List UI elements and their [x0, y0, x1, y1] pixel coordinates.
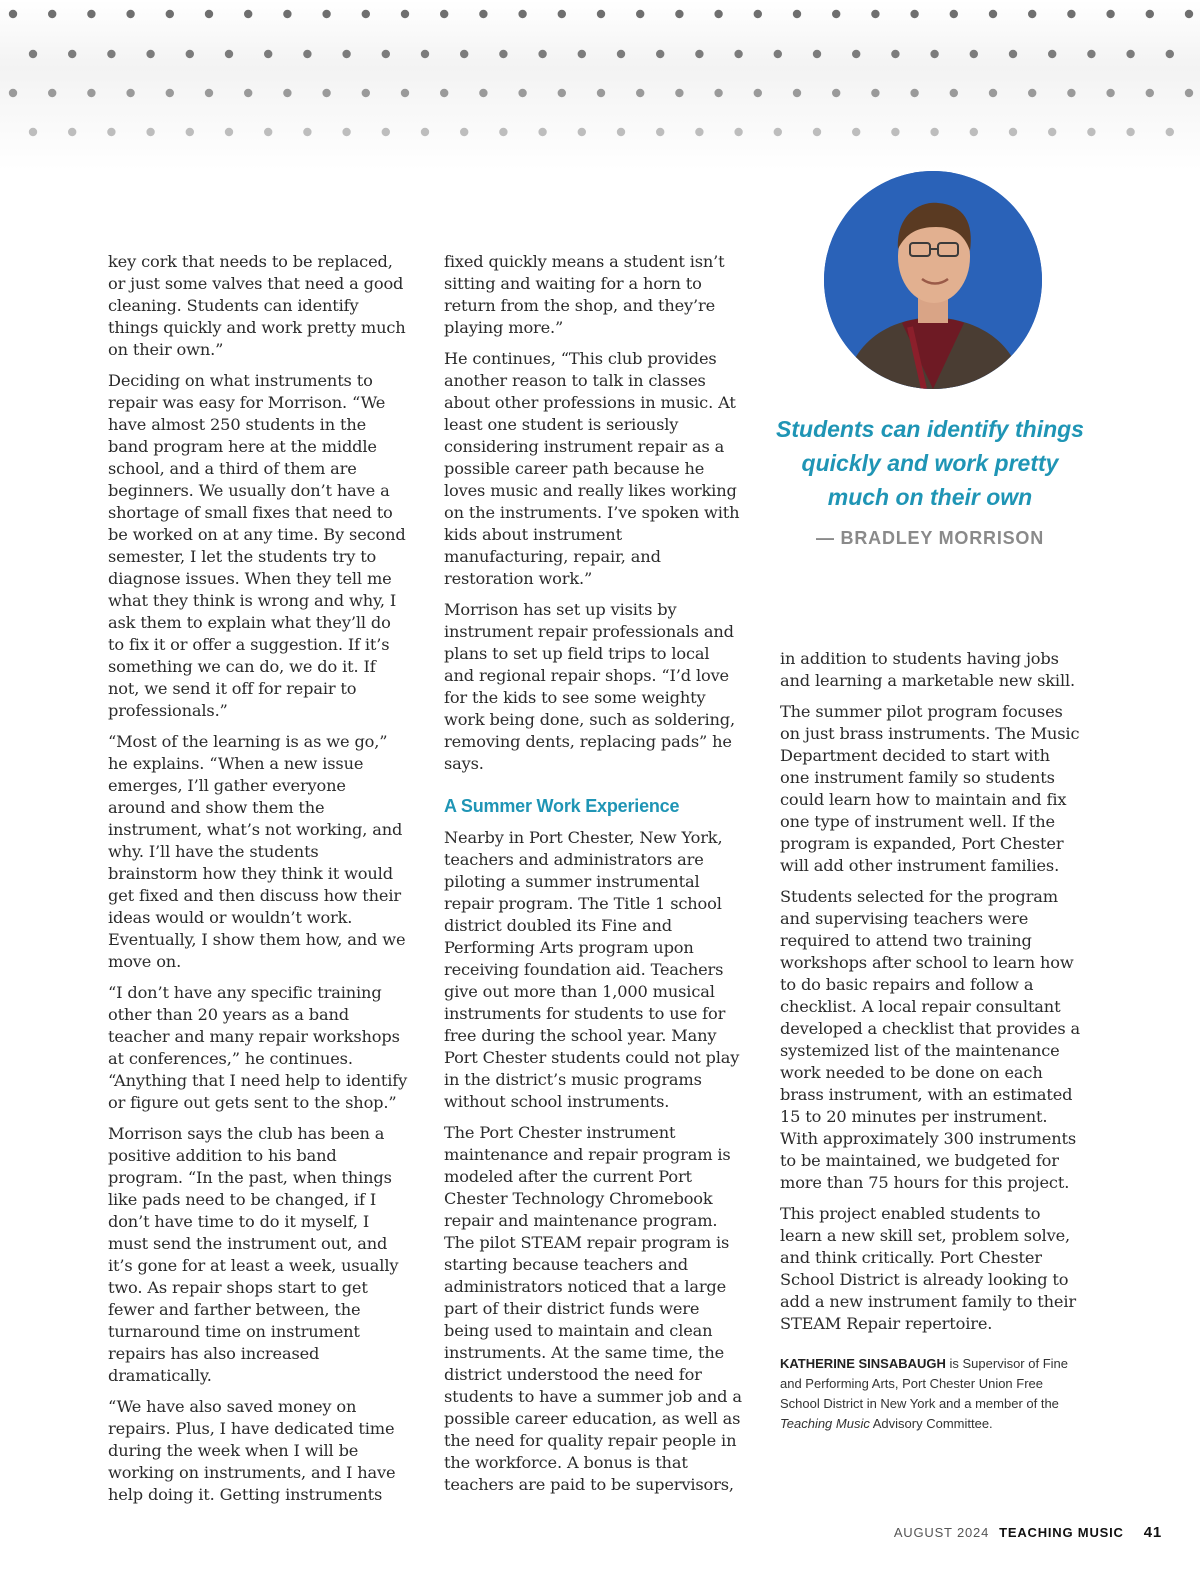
decorative-dot: [518, 10, 526, 18]
portrait-illustration: [824, 171, 1042, 389]
paragraph: key cork that needs to be replaced, or just some valves that need a good cleaning. Students can identify things quickly and work pretty much on their own.”: [108, 252, 406, 359]
decorative-dot: [48, 10, 56, 18]
decorative-dot: [421, 128, 429, 136]
decorative-dot: [695, 128, 703, 136]
decorative-dot: [1087, 128, 1095, 136]
decorative-dot: [989, 89, 997, 97]
decorative-dot: [87, 10, 95, 18]
decorative-dot: [1106, 10, 1114, 18]
paragraph: “I don’t have any specific training other than 20 years as a band teacher and many repair workshops at conferences,” he continues. “Anything that I need help to identify or figure out gets sent to the shop.”: [108, 983, 408, 1112]
decorative-dot: [440, 10, 448, 18]
decorative-dot: [538, 50, 546, 58]
paragraph: Morrison has set up visits by instrument repair professionals and plans to set up field trips to local and regional repair shops. “I’d love for the kids to see some weighty work being done, such as soldering, removing dents, replacing pads” he says.: [444, 600, 735, 773]
decorative-dot: [382, 50, 390, 58]
paragraph: Nearby in Port Chester, New York, teachers and administrators are piloting a summer instrumental repair program. The Title 1 school district doubled its Fine and Performing Arts program upon receiving foundation aid. Teachers give out more than 1,000 musical instruments for students to use for free during the school year. Many Port Chester students could not play in the district’s music programs without school instruments.: [444, 828, 740, 1111]
decorative-dot: [871, 89, 879, 97]
decorative-dot: [342, 50, 350, 58]
decorative-dot: [813, 50, 821, 58]
decorative-dot: [617, 128, 625, 136]
bio-text-end: Advisory Committee.: [869, 1416, 993, 1431]
decorative-dot: [225, 50, 233, 58]
decorative-dot: [714, 89, 722, 97]
decorative-dot: [1067, 89, 1075, 97]
decorative-dot: [499, 128, 507, 136]
decorative-dot: [68, 50, 76, 58]
decorative-dot: [1146, 89, 1154, 97]
decorative-dot: [518, 89, 526, 97]
decorative-dot: [244, 10, 252, 18]
decorative-dot: [636, 89, 644, 97]
decorative-dot: [1048, 50, 1056, 58]
decorative-dot: [1009, 50, 1017, 58]
paragraph: “Most of the learning is as we go,” he explains. “When a new issue emerges, I’ll gather everyone around and show them the instrument, what’s not working, and why. I’ll have the students brainstorm how they think it would get fixed and then discuss how their ideas would or wouldn’t work. Eventually, I show them how, and we move on.: [108, 732, 406, 971]
decorative-dot: [675, 10, 683, 18]
decorative-dot: [754, 89, 762, 97]
decorative-dot: [774, 128, 782, 136]
decorative-dot: [126, 89, 134, 97]
decorative-dot: [9, 89, 17, 97]
decorative-dot: [852, 128, 860, 136]
decorative-dot: [362, 89, 370, 97]
decorative-dot: [597, 89, 605, 97]
decorative-dot: [930, 128, 938, 136]
author-name: KATHERINE SINSABAUGH: [780, 1356, 946, 1371]
decorative-dot: [48, 89, 56, 97]
decorative-dot: [891, 50, 899, 58]
decorative-dot: [401, 10, 409, 18]
decorative-dot: [930, 50, 938, 58]
decorative-dot: [146, 50, 154, 58]
decorative-dot: [1185, 89, 1193, 97]
magazine-title: TEACHING MUSIC: [999, 1525, 1124, 1540]
decorative-dot: [460, 128, 468, 136]
article-column-1: [108, 251, 408, 1515]
decorative-dot: [871, 10, 879, 18]
decorative-dot: [1166, 128, 1174, 136]
page-footer: [894, 1524, 1162, 1541]
decorative-dot: [910, 89, 918, 97]
decorative-dot: [205, 89, 213, 97]
decorative-dot: [362, 10, 370, 18]
decorative-dot: [578, 128, 586, 136]
decorative-dot: [107, 50, 115, 58]
publication-name: Teaching Music: [780, 1416, 870, 1431]
decorative-dot: [1126, 128, 1134, 136]
decorative-dot: [166, 89, 174, 97]
author-bio: [780, 1354, 1070, 1434]
decorative-dot: [832, 10, 840, 18]
decorative-dot: [1166, 50, 1174, 58]
decorative-dot: [107, 128, 115, 136]
decorative-dot: [989, 10, 997, 18]
decorative-dot: [558, 89, 566, 97]
decorative-dot: [538, 128, 546, 136]
decorative-dot: [1106, 89, 1114, 97]
decorative-dot: [832, 89, 840, 97]
decorative-dot: [186, 50, 194, 58]
decorative-dot: [303, 128, 311, 136]
decorative-dot: [421, 50, 429, 58]
paragraph: The summer pilot program focuses on just brass instruments. The Music Department decided to start with one instrument family so students could learn how to maintain and fix one type of instrument well. If the program is expanded, Port Chester will add other instrument families.: [780, 702, 1080, 875]
decorative-dot: [303, 50, 311, 58]
decorative-dot: [714, 10, 722, 18]
paragraph: Students selected for the program and supervising teachers were required to attend two training workshops after school to learn how to do basic repairs and follow a checklist. A local repair consultant developed a checklist that provides a systemized list of the maintenance work needed to be done on each brass instrument, with an estimated 15 to 20 minutes per instrument. With approximately 300 instruments to be maintained, we budgeted for more than 75 hours for this project.: [780, 887, 1080, 1192]
article-column-2: [444, 251, 744, 1505]
article-column-3: [780, 648, 1080, 1344]
decorative-dot: [401, 89, 409, 97]
decorative-dot: [264, 128, 272, 136]
decorative-dot: [479, 10, 487, 18]
decorative-dot: [793, 89, 801, 97]
decorative-dot: [342, 128, 350, 136]
decorative-dot: [68, 128, 76, 136]
decorative-dot: [87, 89, 95, 97]
decorative-dot: [29, 50, 37, 58]
dotted-header-pattern: [0, 0, 1200, 170]
decorative-dot: [695, 50, 703, 58]
page-number: 41: [1143, 1524, 1162, 1541]
decorative-dot: [734, 128, 742, 136]
dot-grid: [0, 0, 1200, 170]
decorative-dot: [675, 89, 683, 97]
section-heading: A Summer Work Experience: [444, 796, 680, 816]
decorative-dot: [225, 128, 233, 136]
decorative-dot: [558, 10, 566, 18]
decorative-dot: [126, 10, 134, 18]
decorative-dot: [1048, 128, 1056, 136]
decorative-dot: [1126, 50, 1134, 58]
decorative-dot: [950, 89, 958, 97]
decorative-dot: [499, 50, 507, 58]
decorative-dot: [1009, 128, 1017, 136]
decorative-dot: [9, 10, 17, 18]
decorative-dot: [283, 10, 291, 18]
decorative-dot: [617, 50, 625, 58]
decorative-dot: [970, 128, 978, 136]
paragraph: He continues, “This club provides another reason to talk in classes about other professions in music. At least one student is seriously considering instrument repair as a possible career path because he loves music and really likes working on the instruments. I’ve spoken with kids about instrument manufacturing, repair, and restoration work.”: [444, 349, 740, 588]
decorative-dot: [166, 10, 174, 18]
decorative-dot: [1185, 10, 1193, 18]
decorative-dot: [910, 10, 918, 18]
decorative-dot: [283, 89, 291, 97]
paragraph: The Port Chester instrument maintenance and repair program is modeled after the current Port Chester Technology Chromebook repair and maintenance program. The pilot STEAM repair program is starting because teachers and administrators noticed that a large part of their district funds were being used to maintain and clean instruments. At the same time, the district understood the need for students to have a summer job and a possible career education, as well as the need for quality repair people in the workforce. A bonus is that teachers are paid to be supervisors,: [444, 1123, 742, 1494]
decorative-dot: [656, 128, 664, 136]
decorative-dot: [636, 10, 644, 18]
decorative-dot: [950, 10, 958, 18]
decorative-dot: [1067, 10, 1075, 18]
decorative-dot: [1146, 10, 1154, 18]
decorative-dot: [734, 50, 742, 58]
decorative-dot: [322, 10, 330, 18]
decorative-dot: [793, 10, 801, 18]
decorative-dot: [597, 10, 605, 18]
decorative-dot: [205, 10, 213, 18]
paragraph: fixed quickly means a student isn’t sitting and waiting for a horn to return from the shop, and they’re playing more.”: [444, 252, 725, 337]
decorative-dot: [1028, 10, 1036, 18]
decorative-dot: [656, 50, 664, 58]
pull-quote-attribution: — BRADLEY MORRISON: [815, 528, 1045, 548]
paragraph: “We have also saved money on repairs. Plus, I have dedicated time during the week when I will be working on instruments, and I have help doing it. Getting instruments: [108, 1397, 396, 1504]
decorative-dot: [146, 128, 154, 136]
decorative-dot: [774, 50, 782, 58]
decorative-dot: [970, 50, 978, 58]
author-portrait-photo: [824, 171, 1042, 389]
pull-quote: Students can identify things quickly and work pretty much on their own: [776, 416, 1084, 510]
decorative-dot: [186, 128, 194, 136]
paragraph: Deciding on what instruments to repair was easy for Morrison. “We have almost 250 students in the band program here at the middle school, and a third of them are beginners. We usually don’t have a shortage of small fixes that need to be worked on at any time. By second semester, I let the students try to diagnose issues. When they tell me what they think is wrong and why, I ask them to explain what they’ll do to fix it or offer a suggestion. If it’s something we can do, we do it. If not, we send it off for repair to professionals.”: [108, 371, 406, 720]
decorative-dot: [1028, 89, 1036, 97]
decorative-dot: [1087, 50, 1095, 58]
decorative-dot: [264, 50, 272, 58]
issue-date: AUGUST 2024: [893, 1525, 990, 1540]
decorative-dot: [479, 89, 487, 97]
decorative-dot: [440, 89, 448, 97]
decorative-dot: [382, 128, 390, 136]
decorative-dot: [813, 128, 821, 136]
decorative-dot: [891, 128, 899, 136]
decorative-dot: [460, 50, 468, 58]
decorative-dot: [754, 10, 762, 18]
decorative-dot: [29, 128, 37, 136]
paragraph: in addition to students having jobs and learning a marketable new skill.: [780, 649, 1076, 690]
decorative-dot: [322, 89, 330, 97]
paragraph: Morrison says the club has been a positive addition to his band program. “In the past, when things like pads need to be changed, if I don’t have time to do it myself, I must send the instrument out, and it’s gone for at least a week, usually two. As repair shops start to get fewer and farther between, the turnaround time on instrument repairs has also increased dramatically.: [108, 1124, 399, 1385]
decorative-dot: [578, 50, 586, 58]
bio-text: is Supervisor of Fine and Performing Arts, Port Chester Union Free School District in New York and a member of the: [780, 1356, 1068, 1411]
paragraph: This project enabled students to learn a new skill set, problem solve, and think critically. Port Chester School District is already looking to add a new instrument family to their STEAM Repair repertoire.: [780, 1204, 1076, 1333]
decorative-dot: [852, 50, 860, 58]
decorative-dot: [244, 89, 252, 97]
